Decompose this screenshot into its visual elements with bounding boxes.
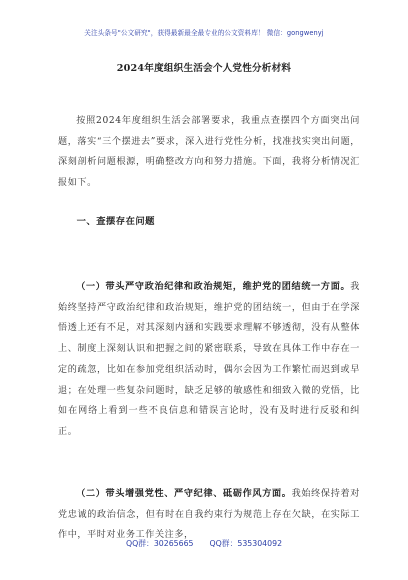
item2-lead: （二）带头增强党性、严守纪律、砥砺作风方面。 bbox=[76, 488, 292, 499]
item2-paragraph bbox=[58, 484, 360, 546]
header-banner: 关注头条号"公文研究"，获得最新最全最专业的公文资料库！ 微信：gongwenyj bbox=[84, 29, 324, 37]
intro-text: 按照2024年度组织生活会部署要求，我重点查摆四个方面突出问题，落实“三个摆进去”要求，深入进行党性分析，找准找实突出问题，深刻剖析问题根源，明确整改方向和努力措施。下面，我将分析情况汇报如下。 bbox=[58, 116, 360, 189]
footer-qq-group-2: QQ群：535304092 bbox=[209, 539, 283, 548]
section-heading: 一、查摆存在问题 bbox=[76, 216, 155, 227]
footer-contact bbox=[0, 538, 408, 549]
item1-paragraph bbox=[58, 277, 360, 443]
footer-qq-group-1: QQ群：30265665 bbox=[125, 539, 194, 548]
item1-lead: （一）带头严守政治纪律和政治规矩，维护党的团结统一方面。 bbox=[76, 281, 351, 292]
item2-text: 我始终保持着对党忠诚的政治信念，但有时在自我约束行为规范上存在欠缺，在实际工作中，平时对业务工作关注多， bbox=[58, 489, 360, 541]
intro-paragraph bbox=[58, 111, 360, 194]
page-title: 2024年度组织生活会个人党性分析材料 bbox=[116, 63, 292, 74]
item1-text: 我始终坚持严守政治纪律和政治规矩，维护党的团结统一，但由于在学深悟透上还有不足，对其深刻内涵和实践要求理解不够透彻，没有从整体上、制度上深刻认识和把握之间的紧密联系，导致在具体工作中存在一定的疏忽，比如在参加党组织活动时，偶尔会因为工作繁忙而迟到或早退；在处理一些复杂问题时，缺乏足够的敏感性和细致入微的党悟，比如在网络上看到一些不良信息和错误言论时，没有及时进行反驳和纠正。 bbox=[58, 282, 360, 437]
